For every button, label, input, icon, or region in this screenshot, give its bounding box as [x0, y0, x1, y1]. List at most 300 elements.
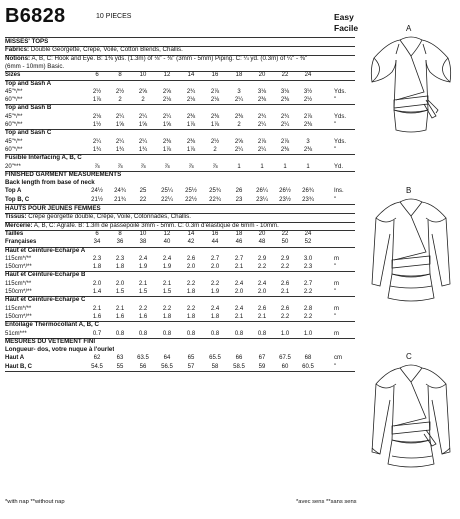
- group-title: [5, 154, 82, 162]
- table-cell: 2⅝: [234, 138, 244, 145]
- finished-row: [5, 196, 360, 204]
- table-cell: 67: [258, 355, 266, 362]
- table-cell: 1⅞: [210, 122, 220, 128]
- table-cell: 2¼: [257, 146, 267, 153]
- table-cell: 2⅜: [280, 97, 290, 104]
- table-cell: 56: [139, 363, 147, 370]
- unit-cell: ": [334, 264, 337, 271]
- section-title-en-part: MISSES' TOPS: [5, 38, 49, 45]
- table-cell: 2.1: [138, 280, 148, 287]
- table-cell: 2¼: [162, 113, 172, 120]
- unit-cell: cm: [334, 355, 342, 362]
- mercerie-line-part: A, B, C: Agrafe. B: 1.3m de passepoilé 3mm - 5mm. C: 0.3m d'élastique de 6mm - 10mm.: [32, 221, 279, 229]
- row-label: 115cm*/**: [5, 280, 32, 287]
- table-cell: 24½: [91, 188, 103, 195]
- table-cell: ⅞: [140, 163, 146, 170]
- table-cell: 25¾: [209, 188, 221, 195]
- table-cell: 0.8: [186, 330, 196, 337]
- table-cell: 67.5: [279, 355, 291, 362]
- table-cell: 60: [281, 363, 289, 370]
- table-cell: 2.1: [280, 289, 290, 295]
- fabrics-line: [5, 46, 183, 54]
- table-cell: 23: [235, 196, 243, 203]
- table-cell: 1.5: [162, 289, 172, 295]
- row-label: Françaises: [5, 239, 37, 246]
- table-cell: 38: [139, 239, 147, 246]
- table-cell: 55: [116, 363, 124, 370]
- difficulty-fr: Facile: [334, 23, 359, 33]
- table-cell: 1⅞: [92, 97, 102, 104]
- table-cell: 1⅞: [186, 146, 196, 153]
- table-row: [5, 163, 360, 171]
- table-cell: 2: [141, 97, 145, 104]
- table-cell: 2.2: [210, 280, 220, 287]
- table-cell: 1.6: [115, 313, 125, 320]
- table-cell: 2.8: [303, 305, 313, 312]
- table-cell: 1.5: [115, 289, 125, 295]
- table-cell: 2¼: [234, 146, 244, 153]
- table-cell: 1.9: [162, 264, 172, 271]
- notions-line-part: A, B, C: Hook and Eye. B: 1⅜ yds. (1.3m) of ⅛" - ⅜" (3mm - 5mm) Piping. C: ¼ yd. (0.3m) of ¼" - ⅜": [30, 54, 308, 62]
- table-cell: 16: [211, 72, 219, 79]
- unit-cell: ": [334, 196, 337, 203]
- table-cell: 1: [237, 163, 241, 170]
- table-cell: 1.8: [186, 313, 196, 320]
- table-cell: 2.6: [280, 280, 290, 287]
- table-cell: 2.4: [162, 255, 172, 262]
- table-cell: 8: [118, 230, 122, 237]
- table-cell: 1¾: [138, 146, 148, 153]
- table-cell: 2.2: [257, 264, 267, 271]
- unit-cell: ": [334, 289, 337, 295]
- table-cell: 0.8: [210, 330, 220, 337]
- table-cell: 2¼: [257, 122, 267, 128]
- table-cell: 6: [95, 72, 99, 79]
- table-cell: 24¾: [114, 188, 126, 195]
- table-cell: 18: [235, 230, 243, 237]
- table-cell: 58: [211, 363, 219, 370]
- table-row: [5, 88, 360, 96]
- table-cell: 1.0: [280, 330, 290, 337]
- section-title-en: [5, 38, 48, 46]
- table-cell: 1⅞: [186, 122, 196, 128]
- table-cell: 26¾: [302, 188, 314, 195]
- table-cell: 2⅜: [257, 97, 267, 104]
- tissus-line-part: Tissus:: [5, 213, 27, 221]
- table-cell: 10: [139, 72, 147, 79]
- unit-cell: Yds.: [334, 138, 347, 145]
- table-cell: 1⅝: [115, 122, 125, 128]
- table-cell: 59: [258, 363, 266, 370]
- table-row: [5, 313, 360, 321]
- table-cell: 2.2: [280, 313, 290, 320]
- table-cell: 2.0: [115, 280, 125, 287]
- unit-cell: Ins.: [334, 188, 344, 195]
- table-cell: 2.1: [234, 313, 244, 320]
- table-cell: 2.9: [280, 255, 290, 262]
- table-cell: 1: [260, 163, 264, 170]
- table-cell: 26¼: [256, 188, 268, 195]
- table-cell: 22¾: [209, 196, 221, 203]
- figure-c-drawing: [366, 360, 456, 496]
- table-cell: 1.9: [138, 264, 148, 271]
- tissus-line: [5, 213, 191, 221]
- table-cell: 2¼: [115, 113, 125, 120]
- table-cell: 2.1: [92, 305, 102, 312]
- table-cell: 14: [187, 72, 195, 79]
- row-label: 115cm*/**: [5, 255, 32, 262]
- table-cell: 3: [306, 138, 310, 145]
- table-cell: 2½: [92, 88, 102, 95]
- finished-title-fr-part: MESURES DU VÊTEMENT FINI: [5, 337, 96, 345]
- table-cell: 46: [235, 239, 243, 246]
- tissus-line-part: Crêpe georgette double, Crêpe, Voile, Cotonnades, Challis.: [26, 213, 191, 221]
- table-cell: 36: [116, 239, 124, 246]
- table-cell: 50: [281, 239, 289, 246]
- table-cell: 23¼: [256, 196, 268, 203]
- table-cell: 2⅞: [257, 138, 267, 145]
- unit-cell: Yds.: [334, 88, 347, 95]
- table-cell: 2.6: [280, 305, 290, 312]
- table-cell: 2.1: [162, 280, 172, 287]
- table-cell: 63: [116, 355, 124, 362]
- table-cell: 21½: [91, 196, 103, 203]
- table-cell: 2⅛: [186, 97, 196, 104]
- table-cell: 2¾: [186, 88, 196, 95]
- table-cell: 1¾: [115, 146, 125, 153]
- pieces-count: 10 PIECES: [96, 13, 132, 20]
- unit-cell: Yd.: [334, 163, 344, 170]
- table-cell: 2¼: [92, 138, 102, 145]
- table-cell: 40: [163, 239, 171, 246]
- table-cell: 2.7: [234, 255, 244, 262]
- notions-line-2: [5, 63, 64, 71]
- table-cell: 0.8: [138, 330, 148, 337]
- sizes-row: [5, 71, 360, 79]
- table-cell: 2⅛: [162, 97, 172, 104]
- table-cell: 2.7: [210, 255, 220, 262]
- table-cell: 0.8: [162, 330, 172, 337]
- row-label: Sizes: [5, 72, 21, 79]
- unit-cell: ": [334, 97, 337, 104]
- group-title-part: Fusible Interfacing A, B, C: [5, 154, 82, 162]
- table-cell: 1¾: [92, 146, 102, 153]
- section-rule: [5, 371, 355, 372]
- table-cell: 16: [211, 230, 219, 237]
- table-cell: 2⅜: [162, 138, 172, 145]
- unit-cell: ": [334, 363, 337, 370]
- table-cell: 2.0: [257, 289, 267, 295]
- table-cell: 44: [211, 239, 219, 246]
- table-cell: ⅞: [164, 163, 170, 170]
- table-cell: 24: [304, 230, 312, 237]
- pattern-code: B6828: [5, 5, 66, 27]
- fabrics-line-part: Double Georgette, Crepe, Voile, Cotton Blends, Challis.: [29, 46, 183, 54]
- table-cell: 2.6: [257, 305, 267, 312]
- table-cell: 1.8: [92, 264, 102, 271]
- notions-line: [5, 55, 307, 63]
- table-cell: 8: [118, 72, 122, 79]
- table-row: [5, 121, 360, 129]
- table-cell: 1.8: [162, 313, 172, 320]
- back-length-label: [5, 179, 95, 187]
- table-cell: 10: [139, 230, 147, 237]
- table-cell: 20: [258, 230, 266, 237]
- unit-cell: ": [334, 146, 337, 153]
- table-cell: 23½: [279, 196, 291, 203]
- table-cell: 1.8: [210, 313, 220, 320]
- table-row: [5, 96, 360, 104]
- notions-line-2-part: (6mm - 10mm) Basic.: [5, 62, 65, 70]
- table-cell: 2⅛: [210, 97, 220, 104]
- table-cell: 2⅜: [210, 113, 220, 120]
- unit-cell: m: [334, 255, 339, 262]
- group-title: [5, 296, 85, 304]
- table-cell: 58.5: [233, 363, 245, 370]
- group-title-part: Top and Sash B: [5, 104, 52, 112]
- table-row: [5, 138, 360, 146]
- table-cell: 2: [213, 146, 217, 153]
- table-cell: 22¼: [161, 196, 173, 203]
- table-cell: 2.6: [186, 255, 196, 262]
- table-cell: ⅞: [94, 163, 100, 170]
- figure-b-drawing: [366, 194, 456, 330]
- table-cell: 42: [187, 239, 195, 246]
- row-label: 20"***: [5, 163, 21, 170]
- table-cell: 2.4: [257, 280, 267, 287]
- table-cell: 1.5: [138, 289, 148, 295]
- table-cell: 2¼: [138, 113, 148, 120]
- table-cell: 18: [235, 72, 243, 79]
- table-cell: 2⅜: [234, 113, 244, 120]
- table-cell: 2⅜: [280, 146, 290, 153]
- group-title: [5, 247, 85, 255]
- table-cell: 2.9: [257, 255, 267, 262]
- table-cell: 2⅞: [280, 138, 290, 145]
- table-cell: 2⅝: [138, 88, 148, 95]
- table-cell: 22: [139, 196, 147, 203]
- table-cell: 64: [163, 355, 171, 362]
- unit-cell: m: [334, 280, 339, 287]
- finished-title-en-part: FINISHED GARMENT MEASUREMENTS: [5, 170, 122, 178]
- table-cell: 2.0: [92, 280, 102, 287]
- unit-cell: ": [334, 313, 337, 320]
- table-cell: 2.4: [210, 305, 220, 312]
- finished-row: [5, 187, 360, 195]
- table-cell: 0.8: [234, 330, 244, 337]
- table-cell: 12: [163, 72, 171, 79]
- row-label: 150cm*/**: [5, 289, 32, 295]
- table-cell: 2.0: [234, 289, 244, 295]
- table-cell: 52: [304, 239, 312, 246]
- row-label: 45"*/**: [5, 88, 23, 95]
- table-cell: 2.4: [234, 305, 244, 312]
- table-row: [5, 255, 360, 263]
- table-cell: 21¾: [114, 196, 126, 203]
- table-cell: 56.5: [161, 363, 173, 370]
- table-cell: 2¾: [257, 113, 267, 120]
- table-cell: 25: [139, 188, 147, 195]
- group-title-part: Haut et Ceinture-Écharpe A: [5, 246, 86, 254]
- table-cell: 2⅛: [92, 113, 102, 120]
- mercerie-line-part: Mercerie:: [5, 221, 33, 229]
- table-cell: 2.3: [303, 264, 313, 271]
- table-cell: ⅞: [188, 163, 194, 170]
- nap-legend-fr: *avec sens **sans sens: [296, 499, 357, 505]
- section-title-fr: [5, 205, 101, 213]
- table-cell: 34: [93, 239, 101, 246]
- table-cell: 2½: [210, 138, 220, 145]
- row-label: Top B, C: [5, 196, 30, 203]
- table-cell: 2.1: [257, 313, 267, 320]
- table-cell: 2.2: [186, 305, 196, 312]
- table-cell: 3⅛: [257, 88, 267, 95]
- table-cell: 1.9: [210, 289, 220, 295]
- unit-cell: Yds.: [334, 113, 347, 120]
- table-cell: 1.6: [138, 313, 148, 320]
- back-length-label-part: Back length from base of neck: [5, 179, 95, 187]
- finished-title-fr: [5, 338, 95, 346]
- table-cell: 2¾: [280, 113, 290, 120]
- table-cell: 2.2: [186, 280, 196, 287]
- table-cell: 65.5: [209, 355, 221, 362]
- table-cell: 1.4: [92, 289, 102, 295]
- unit-cell: ": [334, 122, 337, 128]
- table-cell: 60.5: [302, 363, 314, 370]
- table-cell: 2.3: [115, 255, 125, 262]
- row-label: 60"*/**: [5, 122, 23, 128]
- row-label: Haut A: [5, 355, 25, 362]
- row-label: 45"*/**: [5, 138, 23, 145]
- table-cell: 2½: [303, 97, 313, 104]
- table-row: [5, 330, 360, 338]
- figure-label-a: A: [406, 24, 412, 33]
- table-cell: 0.7: [92, 330, 102, 337]
- group-title: [5, 271, 85, 279]
- row-label: 60"*/**: [5, 97, 23, 104]
- unit-cell: m: [334, 330, 339, 337]
- table-cell: 1⅝: [162, 122, 172, 128]
- table-cell: 2.4: [138, 255, 148, 262]
- section-title-fr-part: HAUTS POUR JEUNES FEMMES: [5, 205, 101, 212]
- finished-row: [5, 354, 360, 362]
- row-label: Tailles: [5, 230, 24, 237]
- table-cell: 2⅜: [186, 113, 196, 120]
- figure-a-drawing: [366, 30, 456, 166]
- table-cell: 2⅞: [210, 88, 220, 95]
- mercerie-line: [5, 222, 279, 230]
- finished-title-en: [5, 171, 121, 179]
- table-cell: 1.6: [92, 313, 102, 320]
- table-cell: 66: [235, 355, 243, 362]
- table-cell: 2½: [115, 88, 125, 95]
- table-cell: 65: [187, 355, 195, 362]
- table-cell: 2.2: [138, 305, 148, 312]
- table-cell: 22: [281, 230, 289, 237]
- table-cell: 2.4: [234, 280, 244, 287]
- group-title-part: Entoilage Thermocollant A, B, C: [5, 321, 99, 329]
- table-cell: 24: [304, 72, 312, 79]
- table-cell: 57: [187, 363, 195, 370]
- table-row: [5, 288, 360, 296]
- figure-label-c: C: [406, 352, 412, 361]
- table-cell: 1⅝: [138, 122, 148, 128]
- table-cell: 1: [306, 163, 310, 170]
- table-cell: 2.2: [303, 313, 313, 320]
- table-cell: 1.8: [186, 289, 196, 295]
- table-cell: 68: [304, 355, 312, 362]
- table-cell: 2: [118, 97, 122, 104]
- table-cell: 12: [163, 230, 171, 237]
- tailles-row: [5, 230, 360, 238]
- table-cell: 26: [235, 188, 243, 195]
- table-cell: 2⅞: [303, 113, 313, 120]
- nap-legend-en: *with nap **without nap: [5, 499, 65, 505]
- table-cell: 2.1: [115, 305, 125, 312]
- table-cell: 23¾: [302, 196, 314, 203]
- table-cell: 2¼: [280, 122, 290, 128]
- table-cell: 25½: [185, 188, 197, 195]
- table-cell: 2: [237, 122, 241, 128]
- table-cell: 2¼: [115, 138, 125, 145]
- table-cell: 3.0: [303, 255, 313, 262]
- table-cell: 2.3: [92, 255, 102, 262]
- table-cell: 1.0: [303, 330, 313, 337]
- section-rule: [5, 80, 355, 81]
- row-label: 150cm*/**: [5, 264, 32, 271]
- fabrics-line-part: Fabrics:: [5, 46, 30, 54]
- longueur-label-part: Longueur- dos, votre nuque à l'ourlet: [5, 346, 115, 354]
- table-cell: 14: [187, 230, 195, 237]
- group-title: [5, 80, 51, 88]
- table-cell: 48: [258, 239, 266, 246]
- table-cell: 2.1: [234, 264, 244, 271]
- longueur-label: [5, 346, 114, 354]
- group-title-part: Haut et Ceinture-Écharpe C: [5, 296, 86, 304]
- table-cell: 3½: [303, 88, 313, 95]
- francaises-row: [5, 238, 360, 246]
- section-rule: [5, 129, 355, 130]
- table-cell: 20: [258, 72, 266, 79]
- table-cell: 3: [237, 88, 241, 95]
- table-cell: 1.8: [115, 264, 125, 271]
- unit-cell: m: [334, 305, 339, 312]
- section-rule: [5, 37, 355, 38]
- table-cell: 3⅛: [280, 88, 290, 95]
- table-row: [5, 305, 360, 313]
- row-label: 45"*/**: [5, 113, 23, 120]
- group-title: [5, 321, 99, 329]
- table-cell: 2.2: [162, 305, 172, 312]
- table-row: [5, 280, 360, 288]
- table-cell: 62: [93, 355, 101, 362]
- table-cell: 2.7: [303, 280, 313, 287]
- table-row: [5, 263, 360, 271]
- group-title: [5, 129, 51, 137]
- group-title-part: Top and Sash A: [5, 79, 52, 87]
- table-cell: 26½: [279, 188, 291, 195]
- table-cell: 1½: [92, 122, 102, 128]
- row-label: 150cm*/**: [5, 313, 32, 320]
- table-cell: 1: [283, 163, 287, 170]
- table-cell: 0.8: [257, 330, 267, 337]
- table-cell: 6: [95, 230, 99, 237]
- table-cell: 2⅜: [303, 146, 313, 153]
- table-cell: 2.2: [303, 289, 313, 295]
- table-row: [5, 113, 360, 121]
- table-cell: 2⅝: [162, 88, 172, 95]
- notions-line-part: Notions:: [5, 54, 31, 62]
